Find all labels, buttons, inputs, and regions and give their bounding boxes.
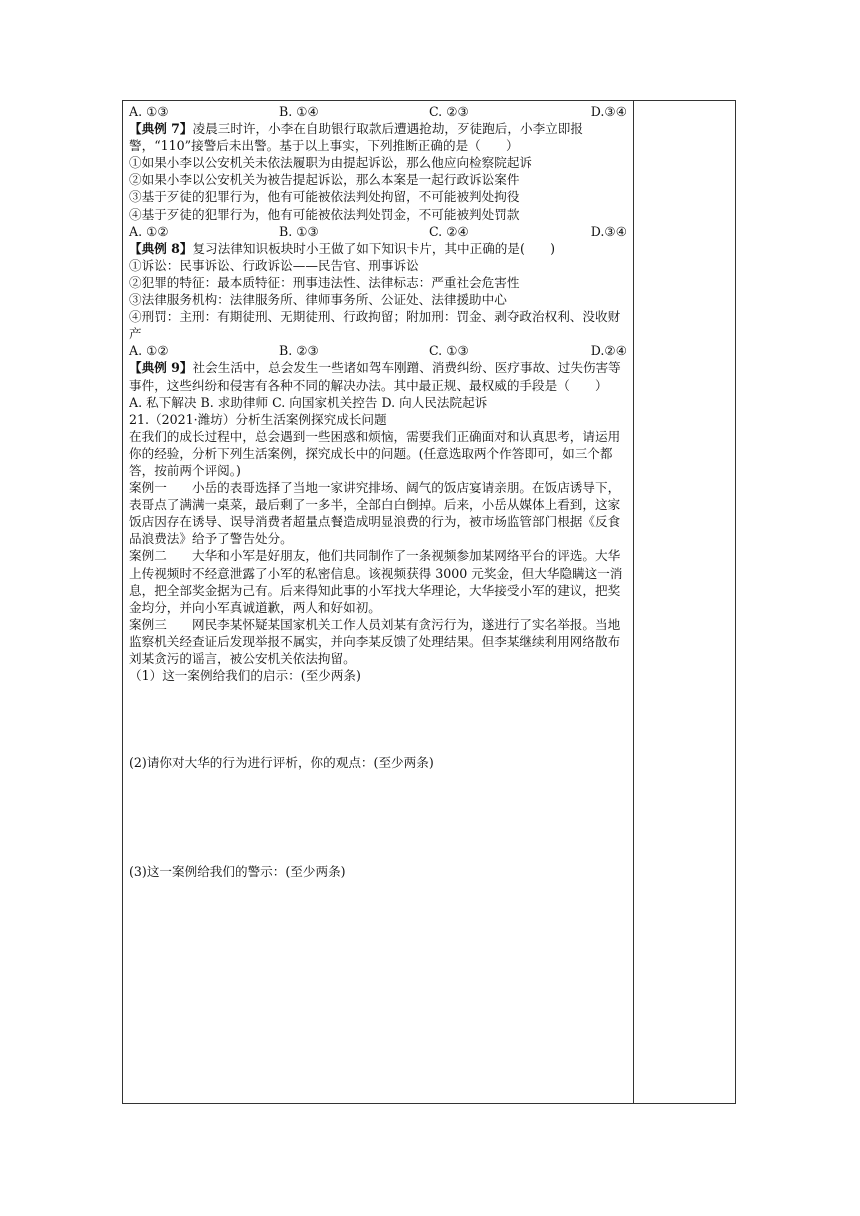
option-b: B. ②③ xyxy=(279,343,319,359)
example-7-options xyxy=(129,223,629,240)
example-7-item: ②如果小李以公安机关为被告提起诉讼，那么本案是一起行政诉讼案件 xyxy=(129,172,520,188)
example-9-text: 社会生活中，总会发生一些诸如驾车刚蹭、消费纠纷、医疗事故、过失伤害等事件，这些纠纷和侵害有各种不同的解决办法。其中最正规、最权威的手段是（ ） xyxy=(129,360,621,393)
option-c: C. ②④ xyxy=(429,223,469,239)
question-21-intro: 在我们的成长过程中，总会遇到一些困惑和烦恼，需要我们正确面对和认真思考，请运用你的经验，分析下列生活案例，探究成长中的问题。(任意选取两个作答即可，如三个都答，按前两个评阅。) xyxy=(129,428,621,478)
example-7-label: 【典例 7】 xyxy=(129,121,193,137)
question-21-title: 21.（2021·潍坊）分析生活案例探究成长问题 xyxy=(129,411,387,427)
sub-question-2: (2)请你对大华的行为进行评析，你的观点：(至少两条) xyxy=(129,755,434,771)
option-c: C. ②③ xyxy=(429,104,469,119)
example-8-stem xyxy=(129,240,629,257)
example-9-label: 【典例 9】 xyxy=(129,360,193,376)
q6-options xyxy=(129,103,629,120)
example-8-text: 复习法律知识板块时小王做了如下知识卡片，其中正确的是( ) xyxy=(192,240,555,256)
example-8-options xyxy=(129,342,629,359)
example-7-stem xyxy=(129,120,629,154)
example-8-item: ④刑罚：主刑：有期徒刑、无期徒刑、行政拘留；附加刑：罚金、剥夺政治权利、没收财产 xyxy=(129,309,621,342)
option-a: A. ①③ xyxy=(129,104,169,119)
example-8-item: ①诉讼：民事诉讼、行政诉讼——民告官、刑事诉讼 xyxy=(129,257,419,273)
option-d: D.③④ xyxy=(590,104,627,119)
example-7-item: ①如果小李以公安机关未依法履职为由提起诉讼，那么他应向检察院起诉 xyxy=(129,155,532,171)
option-c: C. ①③ xyxy=(429,343,469,359)
example-9-options: A. 私下解决 B. 求助律师 C. 向国家机关控告 D. 向人民法院起诉 xyxy=(129,394,488,410)
answer-space xyxy=(129,771,629,863)
example-9-stem xyxy=(129,359,629,393)
notes-column xyxy=(634,101,735,1103)
example-7-item: ④基于歹徒的犯罪行为，他有可能被依法判处罚金，不可能被判处罚款 xyxy=(129,206,520,222)
option-b: B. ①④ xyxy=(279,104,319,119)
option-a: A. ①② xyxy=(129,223,169,239)
case-one: 案例一 小岳的表哥选择了当地一家讲究排场、阔气的饭店宴请亲朋。在饭店诱导下，表哥点了满满一桌菜，最后剩了一多半，全部白白倒掉。后来，小岳从媒体上看到，这家饭店因存在诱导、误导消费者超量点餐造成明显浪费的行为，被市场监管部门根据《反食品浪费法》给予了警告处分。 xyxy=(129,480,621,547)
sub-question-1: （1）这一案例给我们的启示：(至少两条) xyxy=(129,668,361,684)
worksheet-table xyxy=(122,100,736,1104)
case-three: 案例三 网民李某怀疑某国家机关工作人员刘某有贪污行为，遂进行了实名举报。当地监察机关经查证后发现举报不属实，并向李某反馈了处理结果。但李某继续利用网络散布刘某贪污的谣言，被公安机关依法拘留。 xyxy=(129,616,621,666)
sub-question-3: (3)这一案例给我们的警示：(至少两条) xyxy=(129,864,346,880)
case-two: 案例二 大华和小军是好朋友，他们共同制作了一条视频参加某网络平台的评选。大华上传视频时不经意泄露了小军的私密信息。该视频获得 3000 元奖金，但大华隐瞒这一消息，把全部奖金据为己有。后来得知此事的小军找大华理论，大华接受小军的建议，把奖金均分，并向小军真诚道歉，两人和好如初。 xyxy=(129,548,623,615)
option-d: D.③④ xyxy=(590,223,627,239)
example-8-label: 【典例 8】 xyxy=(129,240,193,256)
example-8-item: ③法律服务机构：法律服务所、律师事务所、公证处、法律援助中心 xyxy=(129,292,507,308)
example-7-item: ③基于歹徒的犯罪行为，他有可能被依法判处拘留，不可能被判处拘役 xyxy=(129,189,520,205)
option-d: D.②④ xyxy=(590,343,627,359)
content-cell xyxy=(123,101,634,1103)
option-a: A. ①② xyxy=(129,343,169,359)
example-7-text: 凌晨三时许，小李在自助银行取款后遭遇抢劫，歹徒跑后，小李立即报警，“110”接警后未出警。基于以上事实，下列推断正确的是（ ） xyxy=(129,121,583,154)
answer-space xyxy=(129,684,629,754)
example-8-item: ②犯罪的特征：最本质特征：刑事违法性、法律标志：严重社会危害性 xyxy=(129,274,520,290)
option-b: B. ①③ xyxy=(279,223,319,239)
